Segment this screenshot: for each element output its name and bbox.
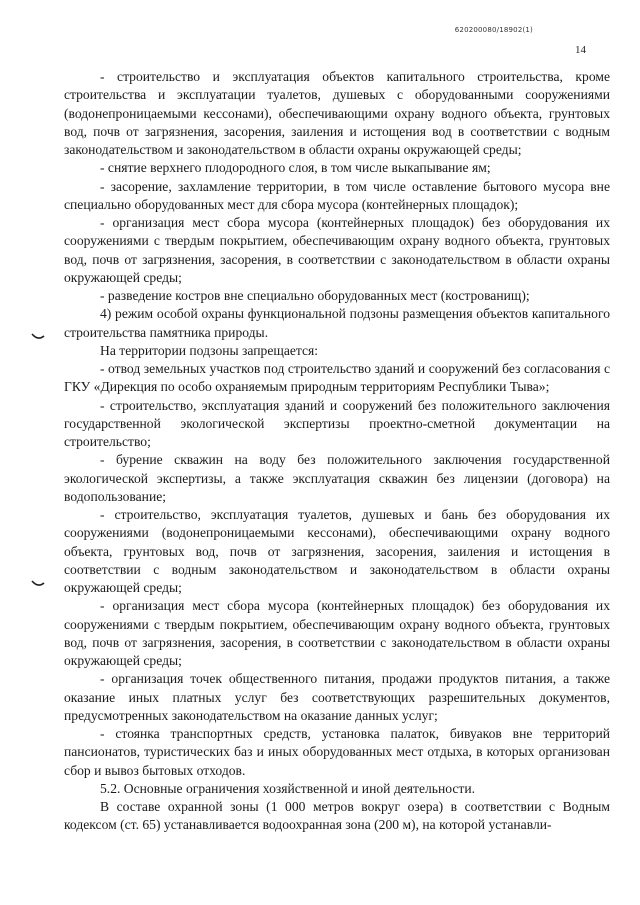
document-body (64, 68, 610, 835)
paragraph: - строительство, эксплуатация туалетов, душевых и бань без оборудования их сооружениями (водонепроницаемыми кессонами), обеспечивающими охрану водного объекта, грунтовых вод, почв от загрязнения, засорения, заиления и истощения в соответствии с водным законодательством и законодательством в области охраны окружающей среды; (64, 507, 610, 595)
binding-tick-mark-icon (31, 332, 45, 342)
paragraph: - организация мест сбора мусора (контейнерных площадок) без оборудования их сооружениями с твердым покрытием, обеспечивающим охрану водного объекта, грунтовых вод, почв от загрязнения, засорения, в соответствии с законодательством в области охраны окружающей среды; (64, 215, 610, 285)
paragraph: - организация точек общественного питания, продажи продуктов питания, а также оказание иных платных услуг без соответствующих разрешительных документов, предусмотренных законодательством на оказание данных услуг; (64, 671, 610, 723)
paragraph: - отвод земельных участков под строительство зданий и сооружений без согласования с ГКУ «Дирекция по особо охраняемым природным территориям Республики Тыва»; (64, 361, 610, 395)
paragraph: - разведение костров вне специально оборудованных мест (кострованищ); (100, 288, 530, 303)
binding-tick-mark-icon (31, 579, 45, 589)
paragraph: - организация мест сбора мусора (контейнерных площадок) без оборудования их сооружениями с твердым покрытием, обеспечивающим охрану водного объекта, грунтовых вод, почв от загрязнения, засорения, в соответствии с законодательством в области охраны окружающей среды; (64, 598, 610, 668)
document-code: 620200080/18902(1) (454, 26, 533, 34)
paragraph: - строительство и эксплуатация объектов капитального строительства, кроме строительства и эксплуатации туалетов, душевых с оборудованными сооружениями (водонепроницаемыми кессонами), обеспечивающими охрану водного объекта, грунтовых вод, почв от загрязнения, засорения, заиления и истощения вод в соответствии с водным законодательством и законодательством в области охраны окружающей среды; (64, 69, 610, 157)
paragraph: 4) режим особой охраны функциональной подзоны размещения объектов капитального строительства памятника природы. (64, 306, 610, 340)
paragraph: - снятие верхнего плодородного слоя, в том числе выкапывание ям; (100, 160, 491, 176)
paragraph: - засорение, захламление территории, в том числе оставление бытового мусора вне специально оборудованных мест для сбора мусора (контейнерных площадок); (64, 178, 610, 212)
section-heading: 5.2. Основные ограничения хозяйственной и иной деятельности. (100, 780, 476, 796)
paragraph: - стоянка транспортных средств, установка палаток, бивуаков вне территорий пансионатов, туристических баз и иных оборудованных мест отдыха, в которых организован сбор и вывоз бытовых отходов. (64, 726, 610, 778)
page-number: 14 (575, 44, 586, 56)
paragraph: - строительство, эксплуатация зданий и сооружений без положительного заключения государственной экологической экспертизы проектно-сметной документации на строительство; (64, 397, 610, 449)
paragraph: - бурение скважин на воду без положительного заключения государственной экологической экспертизы, а также эксплуатация скважин без лицензии (договора) на водопользование; (64, 452, 610, 504)
paragraph: На территории подзоны запрещается: (100, 342, 319, 358)
paragraph: В составе охранной зоны (1 000 метров вокруг озера) в соответствии с Водным кодексом (ст. 65) устанавливается водоохранная зона (200 м), на которой устанавли- (64, 799, 610, 833)
